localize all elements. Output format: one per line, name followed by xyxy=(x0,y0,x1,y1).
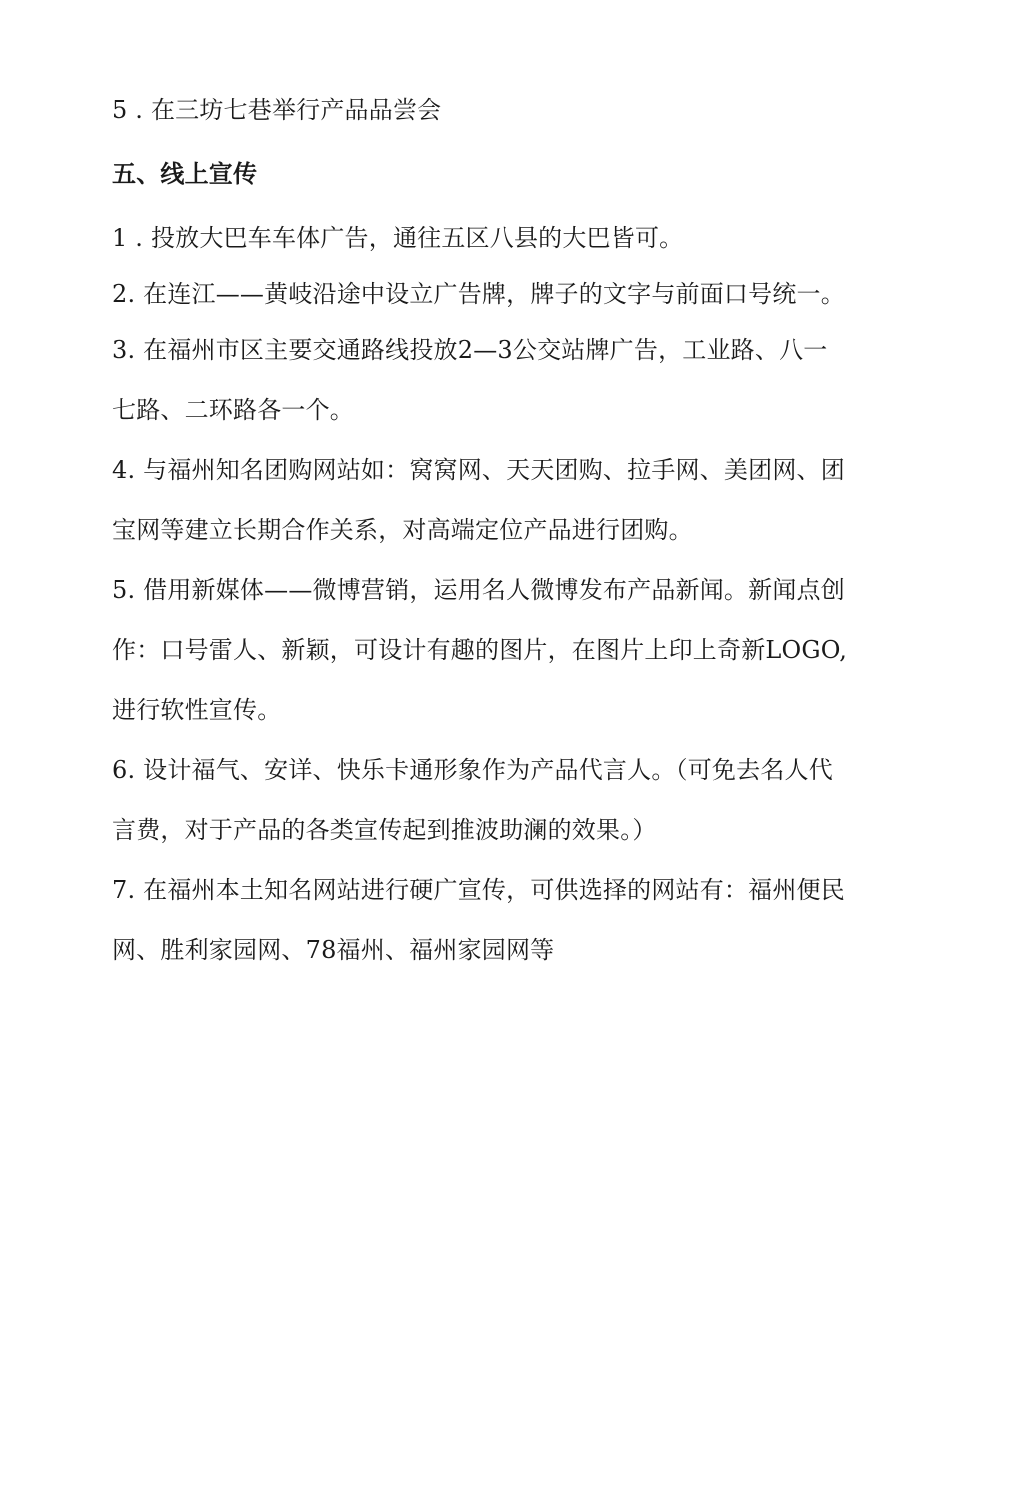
list-item-5-line-2: 作：口号雷人、新颖，可设计有趣的图片，在图片上印上奇新LOGO, xyxy=(112,636,848,664)
list-item-1: 1 . 投放大巴车车体广告，通往五区八县的大巴皆可。 xyxy=(112,224,684,252)
list-item-offline-5: 5 . 在三坊七巷举行产品品尝会 xyxy=(112,96,442,124)
list-item-6-line-2: 言费，对于产品的各类宣传起到推波助澜的效果。） xyxy=(112,816,657,844)
list-item-5-line-3: 进行软性宣传。 xyxy=(112,696,282,724)
list-item-3-line-2: 七路、二环路各一个。 xyxy=(112,396,354,424)
section-heading-online-promotion: 五、线上宣传 xyxy=(112,159,258,188)
list-item-7-line-1: 7. 在福州本土知名网站进行硬广宣传，可供选择的网站有：福州便民 xyxy=(112,876,845,904)
list-item-2: 2. 在连江——黄岐沿途中设立广告牌，牌子的文字与前面口号统一。 xyxy=(112,280,845,308)
list-item-6-line-1: 6. 设计福气、安详、快乐卡通形象作为产品代言人。（可免去名人代 xyxy=(112,756,833,784)
list-item-3-line-1: 3. 在福州市区主要交通路线投放2—3公交站牌广告，工业路、八一 xyxy=(112,336,828,364)
list-item-4-line-1: 4. 与福州知名团购网站如：窝窝网、天天团购、拉手网、美团网、团 xyxy=(112,456,845,484)
list-item-4-line-2: 宝网等建立长期合作关系，对高端定位产品进行团购。 xyxy=(112,516,693,544)
list-item-5-line-1: 5. 借用新媒体——微博营销，运用名人微博发布产品新闻。新闻点创 xyxy=(112,576,845,604)
list-item-7-line-2: 网、胜利家园网、78福州、福州家园网等 xyxy=(112,936,555,964)
